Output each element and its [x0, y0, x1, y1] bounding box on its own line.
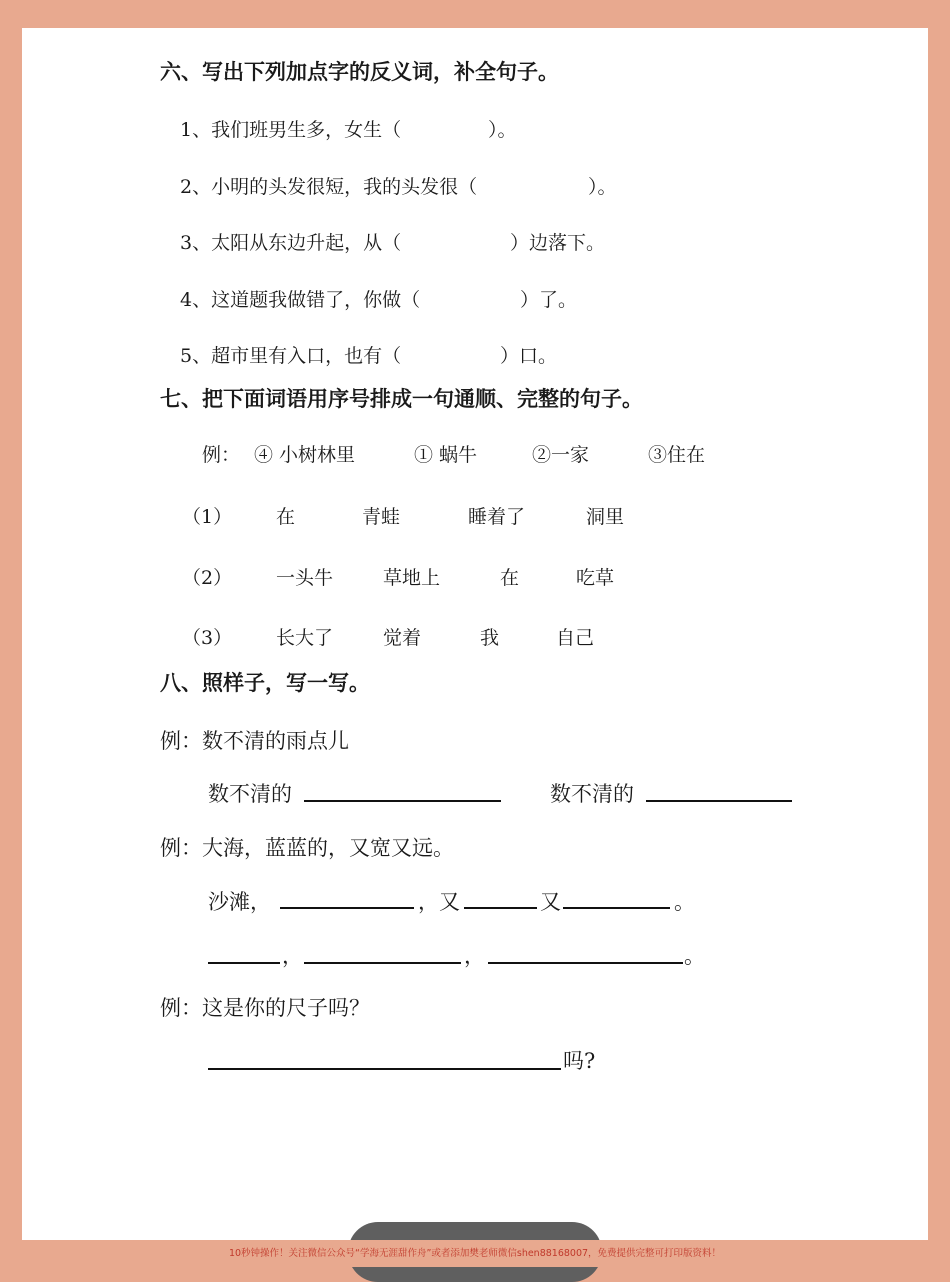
s7-example-word: ① 蜗牛 [414, 444, 478, 466]
footer-banner: 10秒钟操作！关注微信公众号“学海无涯甜作舟”或者添加樊老师微信shen88168007，免费提供完整可打印版资料！ [0, 1240, 950, 1267]
s6-item4-text: 4、这道题我做错了，你做（ [180, 289, 421, 311]
s8-example3: 例：这是你的尺子吗？ [160, 996, 370, 1020]
s7-row3-word: 我 [480, 627, 500, 649]
s7-row2-word: 吃草 [576, 567, 615, 589]
s8-fill4-blank[interactable] [208, 1068, 561, 1070]
s8-example1: 例：数不清的雨点儿 [160, 729, 349, 753]
s7-row2-word: 草地上 [383, 567, 441, 589]
s8-fill2-label-c: 又 [540, 890, 561, 914]
s8-fill1-label-a: 数不清的 [208, 782, 292, 806]
s7-row1-word: 洞里 [586, 506, 625, 528]
s7-row2-word: 一头牛 [276, 567, 334, 589]
s8-fill1-blank-a[interactable] [304, 800, 501, 802]
section7-title: 七、把下面词语用序号排成一句通顺、完整的句子。 [160, 387, 643, 411]
s8-fill2-label-b: ，又 [418, 890, 460, 914]
s8-fill3-blank-c[interactable] [488, 962, 683, 964]
s8-fill2-blank-c[interactable] [563, 907, 670, 909]
s8-fill2-period: 。 [674, 890, 695, 914]
s8-example2: 例：大海，蓝蓝的，又宽又远。 [160, 836, 454, 860]
s6-item1-text: 1、我们班男生多，女生（ [180, 119, 402, 141]
s8-fill3-blank-a[interactable] [208, 962, 280, 964]
s7-example-word: ③住在 [648, 444, 706, 466]
s8-fill3-comma2: ， [464, 944, 485, 968]
s6-item3-text: 3、太阳从东边升起，从（ [180, 232, 402, 254]
s6-item1-end: ）。 [488, 119, 517, 141]
s7-row2-word: 在 [500, 567, 520, 589]
s6-item5-end: ）口。 [500, 345, 558, 367]
s7-row3-num: （3） [182, 627, 233, 649]
s8-fill3-period: 。 [684, 944, 705, 968]
s6-item3-end: ）边落下。 [510, 232, 606, 254]
s7-row1-word: 在 [276, 506, 296, 528]
s8-fill2-label-a: 沙滩， [208, 890, 271, 914]
s7-row1-num: （1） [182, 506, 233, 528]
s7-row3-word: 觉着 [383, 627, 422, 649]
s8-fill3-blank-b[interactable] [304, 962, 461, 964]
s7-example-word: ②一家 [532, 444, 590, 466]
s7-row3-word: 自己 [556, 627, 595, 649]
s8-fill2-blank-a[interactable] [280, 907, 414, 909]
s8-fill4-label: 吗? [563, 1049, 596, 1073]
worksheet-page [22, 28, 928, 1240]
section6-title: 六、写出下列加点字的反义词，补全句子。 [160, 60, 559, 84]
s6-item5-text: 5、超市里有入口，也有（ [180, 345, 402, 367]
s8-fill2-blank-b[interactable] [464, 907, 537, 909]
s7-row1-word: 青蛙 [362, 506, 401, 528]
s7-row3-word: 长大了 [276, 627, 334, 649]
s8-fill3-comma1: ， [282, 944, 303, 968]
section8-title: 八、照样子，写一写。 [160, 671, 370, 695]
s8-fill1-label-b: 数不清的 [550, 782, 634, 806]
s7-row1-word: 睡着了 [468, 506, 526, 528]
s6-item2-end: ）。 [588, 176, 617, 198]
s6-item4-end: ）了。 [520, 289, 578, 311]
s6-item2-text: 2、小明的头发很短，我的头发很（ [180, 176, 478, 198]
s7-example-word: ④ 小树林里 [254, 444, 356, 466]
s7-example-label: 例： [202, 444, 241, 466]
s7-row2-num: （2） [182, 567, 233, 589]
s8-fill1-blank-b[interactable] [646, 800, 792, 802]
